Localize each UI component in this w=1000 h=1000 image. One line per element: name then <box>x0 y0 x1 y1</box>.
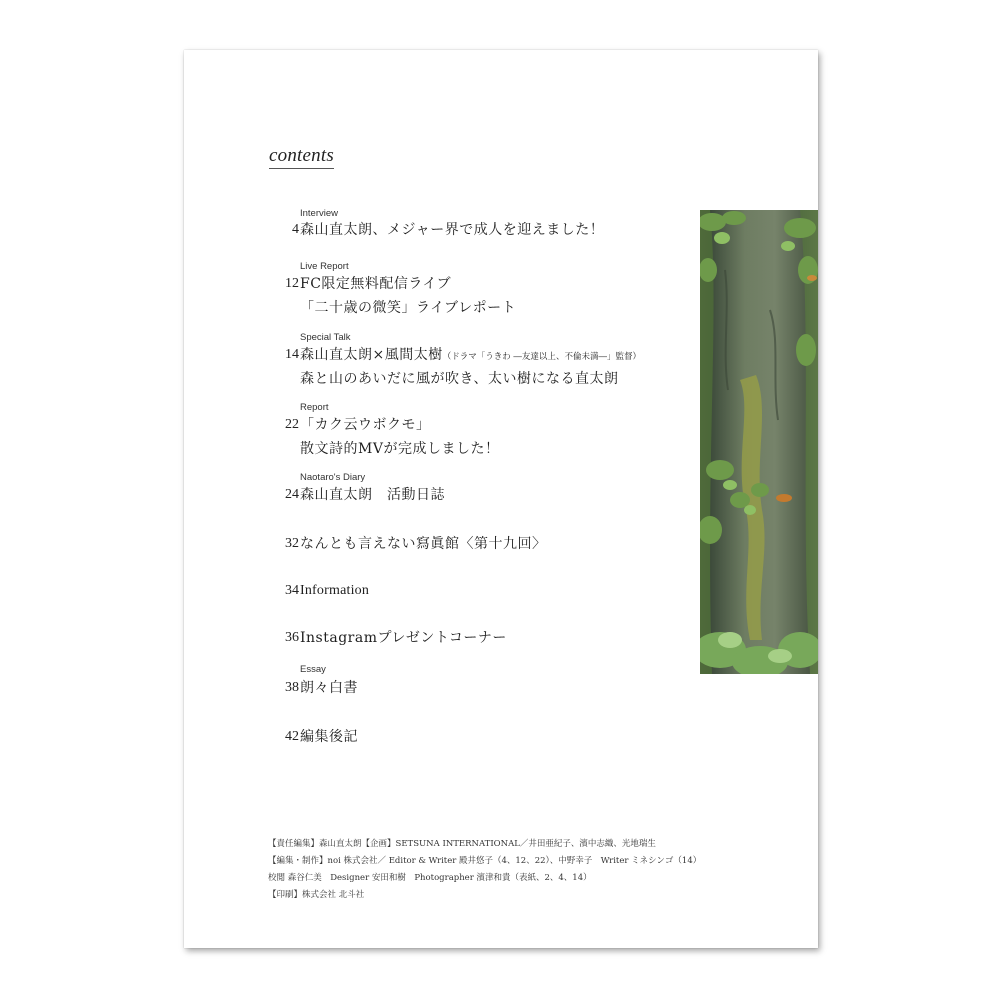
entry-title-line-2: 「二十歳の微笑」ライブレポート <box>300 300 517 316</box>
entry-page-number: 12 <box>285 276 299 291</box>
entry-title: なんとも言えない寫眞館〈第十九回〉 <box>300 536 547 552</box>
entry-category: Report <box>300 402 329 413</box>
credits-block <box>268 836 701 904</box>
entry-page-number: 42 <box>285 729 299 744</box>
entry-title-main: 森山直太朗×風間太樹 <box>300 347 443 363</box>
entry-page-number: 24 <box>285 487 299 502</box>
entry-title: Information <box>300 583 370 598</box>
entry-title: FC限定無料配信ライブ <box>300 276 452 292</box>
entry-title: 森山直太朗 活動日誌 <box>300 487 445 503</box>
entry-title: 朗々白書 <box>300 680 358 696</box>
entry-title: Instagramプレゼントコーナー <box>300 630 507 646</box>
entry-page-number: 38 <box>285 680 299 695</box>
entry-category: Special Talk <box>300 332 351 343</box>
entry-page-number: 34 <box>285 583 299 598</box>
entry-page-number: 32 <box>285 536 299 551</box>
entry-category: Essay <box>300 664 326 675</box>
entry-title: 「カク云ウボクモ」 <box>300 417 431 433</box>
entry-title-line-2: 散文詩的MVが完成しました！ <box>300 441 500 457</box>
entry-title: 編集後記 <box>300 729 358 745</box>
entry-title <box>300 343 641 369</box>
entry-title-note: （ドラマ「うきわ ―友達以上、不倫未満―」監督） <box>442 352 641 362</box>
credits-line: 【責任編集】森山直太朗【企画】SETSUNA INTERNATIONAL／井田亜紀子、濱中志織、光地瑞生 <box>268 839 656 849</box>
tree-photo <box>700 210 818 674</box>
entry-category: Live Report <box>300 261 349 272</box>
contents-heading: contents <box>269 145 334 169</box>
entry-page-number: 4 <box>292 222 299 237</box>
entry-page-number: 36 <box>285 630 299 645</box>
entry-page-number: 14 <box>285 347 299 362</box>
entry-title: 森山直太朗、メジャー界で成人を迎えました！ <box>300 222 605 238</box>
credits-line: 【印刷】株式会社 北斗社 <box>268 890 365 900</box>
contents-page <box>184 50 818 948</box>
entry-title-line-2: 森と山のあいだに風が吹き、太い樹になる直太朗 <box>300 371 619 387</box>
credits-line: 【編集・制作】noi 株式会社／ Editor & Writer 殿井悠子（4、12、22）、中野幸子 Writer ミネシンゴ（14） <box>268 856 702 866</box>
entry-category: Naotaro's Diary <box>300 472 366 483</box>
entry-page-number: 22 <box>285 417 299 432</box>
credits-line: 校閲 森谷仁美 Designer 安田和樹 Photographer 濱津和貴（表紙、2、4、14） <box>268 873 592 883</box>
entry-category: Interview <box>300 208 339 219</box>
